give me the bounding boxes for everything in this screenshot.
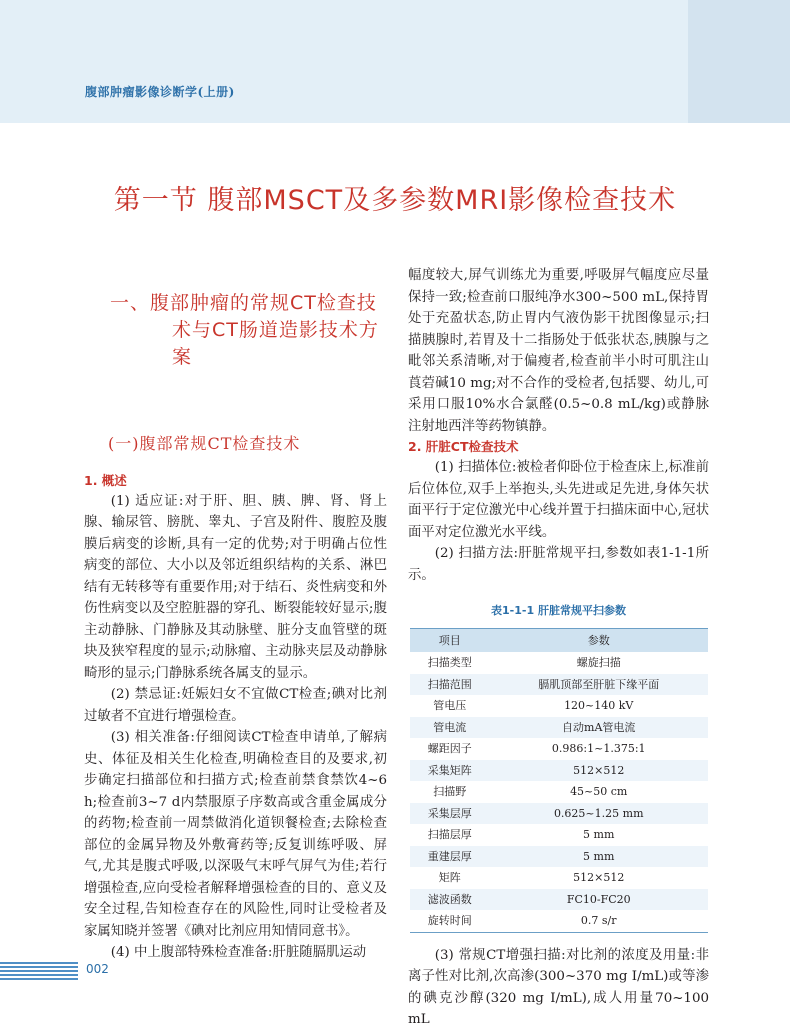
paragraph-scan-method: (2) 扫描方法:肝脏常规平扫,参数如表1-1-1所示。 xyxy=(408,546,709,583)
table-cell-value: 自动mA管电流 xyxy=(489,717,708,739)
table-row xyxy=(410,803,708,825)
table-row xyxy=(410,910,708,932)
table-row xyxy=(410,781,708,803)
table-row xyxy=(410,717,708,739)
table-cell-value: FC10-FC20 xyxy=(489,889,708,911)
paragraph-scan-position: (1) 扫描体位:被检者仰卧位于检查床上,标准前后位体位,双手上举抱头,头先进或足先进,身体矢状面平行于定位激光中心线并置于扫描床面中心,冠状面平对定位激光水平线。 xyxy=(408,460,709,540)
subheading-overview: 1. 概述 xyxy=(84,472,127,488)
paragraph-preparation: (3) 相关准备:仔细阅读CT检查申请单,了解病史、体征及相关生化检查,明确检查目的及要求,初步确定扫描部位和扫描方式;检查前禁食禁饮4~6 h;检查前3~7 d内禁服原子序数高或含重金属成分的药物;检查前一周禁做消化道钡餐检查;去除检查部位的金属异物及外敷膏药等;反复训练呼吸、屏气,尤其是腹式呼吸,以深吸气末呼气屏气为佳;若行增强检查,应向受检者解释增强检查的目的、意义及安全过程,告知检查存在的风险性,同时让受检者及家属知晓并签署《碘对比剂应用知情同意书》。 xyxy=(84,730,387,939)
footer-stripe-decoration xyxy=(0,962,78,980)
table-cell-item: 螺距因子 xyxy=(427,742,472,755)
table-cell-item: 滤波函数 xyxy=(410,889,489,911)
table-cell-item: 管电压 xyxy=(433,699,467,712)
table-cell-item: 扫描范围 xyxy=(410,674,489,696)
heading-level2: (一)腹部常规CT检查技术 xyxy=(108,434,301,453)
table-cell-value: 512×512 xyxy=(573,871,625,884)
right-column xyxy=(408,265,709,1031)
table-cell-value: 45~50 cm xyxy=(570,785,628,798)
table-row xyxy=(410,738,708,760)
table-row xyxy=(410,760,708,782)
table-cell-value: 0.986:1~1.375:1 xyxy=(551,742,646,755)
table-header-param: 参数 xyxy=(489,628,708,652)
table-row xyxy=(410,889,708,911)
table-row xyxy=(410,674,708,696)
paragraph-continued: 幅度较大,屏气训练尤为重要,呼吸屏气幅度应尽量保持一致;检查前口服纯净水300~500 mL,保持胃处于充盈状态,防止胃内气液伪影干扰图像显示;扫描胰腺时,若胃及十二指肠处于低张状态,胰腺与之毗邻关系清晰,对于偏瘦者,检查前半小时可肌注山莨菪碱10 mg;对不合作的受检者,包括婴、幼儿,可采用口服10%水合氯醛(0.5~0.8 mL/kg)或静脉注射地西泮等药物镇静。 xyxy=(408,268,709,434)
table-cell-value: 0.7 s/r xyxy=(489,910,708,932)
table-row xyxy=(410,652,708,674)
table-cell-item: 扫描层厚 xyxy=(427,828,472,841)
table-cell-value: 512×512 xyxy=(489,760,708,782)
table-cell-item: 管电流 xyxy=(410,717,489,739)
table-cell-item: 扫描类型 xyxy=(427,656,472,669)
table-cell-item: 旋转时间 xyxy=(410,910,489,932)
table-row xyxy=(410,846,708,868)
table-cell-value: 0.625~1.25 mm xyxy=(489,803,708,825)
table-row xyxy=(410,867,708,889)
page-number: 002 xyxy=(86,962,109,976)
table-cell-value: 5 mm xyxy=(583,828,615,841)
section-title: 第一节 腹部MSCT及多参数MRI影像检查技术 xyxy=(113,185,677,216)
table-header-item: 项目 xyxy=(410,628,489,652)
table-cell-item: 扫描野 xyxy=(433,785,467,798)
table-cell-value: 5 mm xyxy=(489,846,708,868)
table-cell-value: 螺旋扫描 xyxy=(576,656,621,669)
table-cell-item: 采集层厚 xyxy=(410,803,489,825)
paragraph-special-preparation: (4) 中上腹部特殊检查准备:肝脏随膈肌运动 xyxy=(110,945,367,960)
heading-level1: 一、腹部肿瘤的常规CT检查技术与CT肠道造影技术方案 xyxy=(110,292,379,368)
parameter-table xyxy=(410,628,708,933)
paragraph-indications: (1) 适应证:对于肝、胆、胰、脾、肾、肾上腺、输尿管、膀胱、睾丸、子宫及附件、腹腔及腹膜后病变的诊断,具有一定的优势;对于明确占位性病变的部位、大小以及邻近组织结构的关系、淋巴结有无转移等有重要作用;对于结石、炎性病变和外伤性病变以及空腔脏器的穿孔、断裂能较好显示;腹主动静脉、门静脉及其动脉壁、脏分支血管壁的斑块及狭窄程度的显示;动脉瘤、主动脉夹层及动静脉畸形的显示;门静脉系统各属支的显示。 xyxy=(84,493,387,681)
subheading-liver-ct: 2. 肝脏CT检查技术 xyxy=(408,439,519,454)
table-cell-item: 矩阵 xyxy=(438,871,461,884)
table-cell-value: 膈肌顶部至肝脏下缘平面 xyxy=(489,674,708,696)
table-cell-value: 120~140 kV xyxy=(564,699,634,712)
table-row xyxy=(410,695,708,717)
header-band xyxy=(0,0,790,123)
left-column xyxy=(84,290,387,964)
running-head: 腹部肿瘤影像诊断学(上册) xyxy=(85,85,235,99)
table-cell-item: 采集矩阵 xyxy=(410,760,489,782)
paragraph-enhanced-scan: (3) 常规CT增强扫描:对比剂的浓度及用量:非离子性对比剂,次高渗(300~370 mg I/mL)或等渗的碘克沙醇(320 mg I/mL),成人用量70~100 mL xyxy=(408,947,709,1027)
table-caption: 表1-1-1 肝脏常规平扫参数 xyxy=(491,604,626,617)
paragraph-contraindications: (2) 禁忌证:妊娠妇女不宜做CT检查;碘对比剂过敏者不宜进行增强检查。 xyxy=(84,687,387,724)
table-cell-item: 重建层厚 xyxy=(410,846,489,868)
header-tab-decoration xyxy=(688,0,790,123)
table-row xyxy=(410,824,708,846)
